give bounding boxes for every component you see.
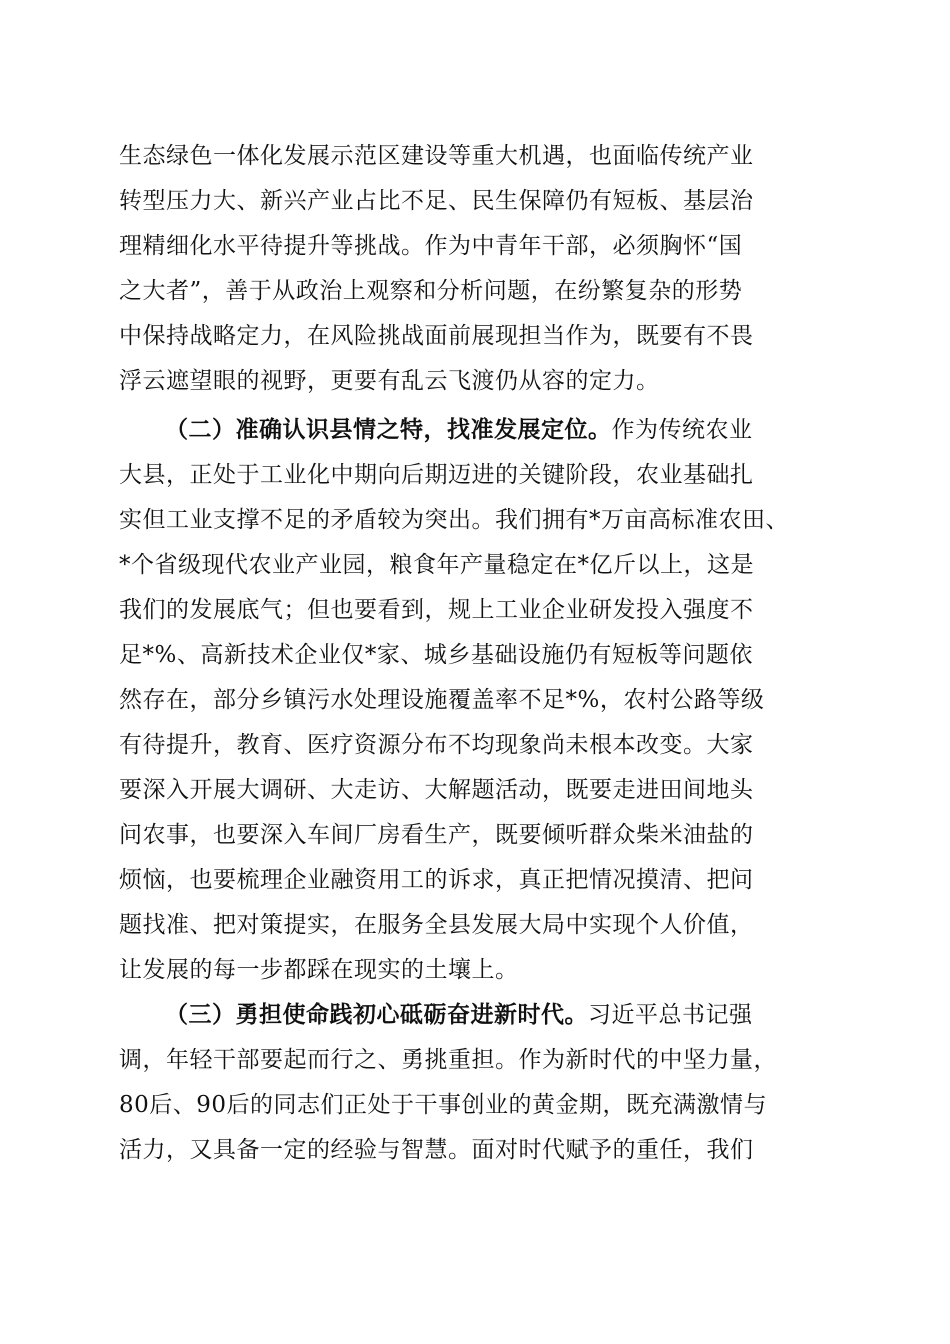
paragraph-1-line: 之大者”，善于从政治上观察和分析问题，在纷繁复杂的形势 [119,278,743,304]
paragraph-1-line: 转型压力大、新兴产业占比不足、民生保障仍有短板、基层治 [119,188,754,214]
paragraph-2-line: 有待提升，教育、医疗资源分布不均现象尚未根本改变。大家 [119,732,754,758]
paragraph-2 [119,408,825,993]
paragraph-3-heading: （三）勇担使命践初心砥砺奋进新时代。 [165,1002,588,1028]
paragraph-2-heading: （二）准确认识县情之特，找准发展定位。 [165,417,612,443]
paragraph-3-line: 调，年轻干部要起而行之、勇挑重担。作为新时代的中坚力量， [119,1047,777,1073]
paragraph-1-line: 中保持战略定力，在风险挑战面前展现担当作为，既要有不畏 [119,323,754,349]
paragraph-2-line: 实但工业支撑不足的矛盾较为突出。我们拥有*万亩高标准农田、 [119,507,789,533]
paragraph-2-line: 要深入开展大调研、大走访、大解题活动，既要走进田间地头 [119,777,754,803]
paragraph-2-line: 我们的发展底气；但也要看到，规上工业企业研发投入强度不 [119,597,754,623]
paragraph-1-line: 理精细化水平待提升等挑战。作为中青年干部，必须胸怀“国 [119,233,743,259]
paragraph-3-line: 80后、90后的同志们正处于干事创业的黄金期，既充满激情与 [119,1092,768,1118]
paragraph-3-first-line [119,993,825,1038]
paragraph-2-line: 让发展的每一步都踩在现实的土壤上。 [119,957,519,983]
paragraph-1-line: 生态绿色一体化发展示范区建设等重大机遇，也面临传统产业 [119,143,754,169]
paragraph-2-line: 大县，正处于工业化中期向后期迈进的关键阶段，农业基础扎 [119,462,754,488]
paragraph-3-line: 活力，又具备一定的经验与智慧。面对时代赋予的重任，我们 [119,1137,754,1163]
paragraph-2-line: 足*%、高新技术企业仅*家、城乡基础设施仍有短板等问题依 [119,642,753,668]
paragraph-2-line: 问农事，也要深入车间厂房看生产，既要倾听群众柴米油盐的 [119,822,754,848]
paragraph-1 [119,134,825,404]
paragraph-2-line: 题找准、把对策提实，在服务全县发展大局中实现个人价值， [119,912,754,938]
paragraph-2-line: *个省级现代农业产业园，粮食年产量稳定在*亿斤以上，这是 [119,552,754,578]
paragraph-2-first-line-rest: 作为传统农业 [611,417,753,443]
paragraph-1-line: 浮云遮望眼的视野，更要有乱云飞渡仍从容的定力。 [119,368,660,394]
paragraph-3-first-line-rest: 习近平总书记强 [588,1002,753,1028]
paragraph-2-line: 烦恼，也要梳理企业融资用工的诉求，真正把情况摸清、把问 [119,867,754,893]
paragraph-3 [119,993,825,1173]
paragraph-2-line: 然存在，部分乡镇污水处理设施覆盖率不足*%，农村公路等级 [119,687,765,713]
paragraph-2-first-line [119,408,825,453]
